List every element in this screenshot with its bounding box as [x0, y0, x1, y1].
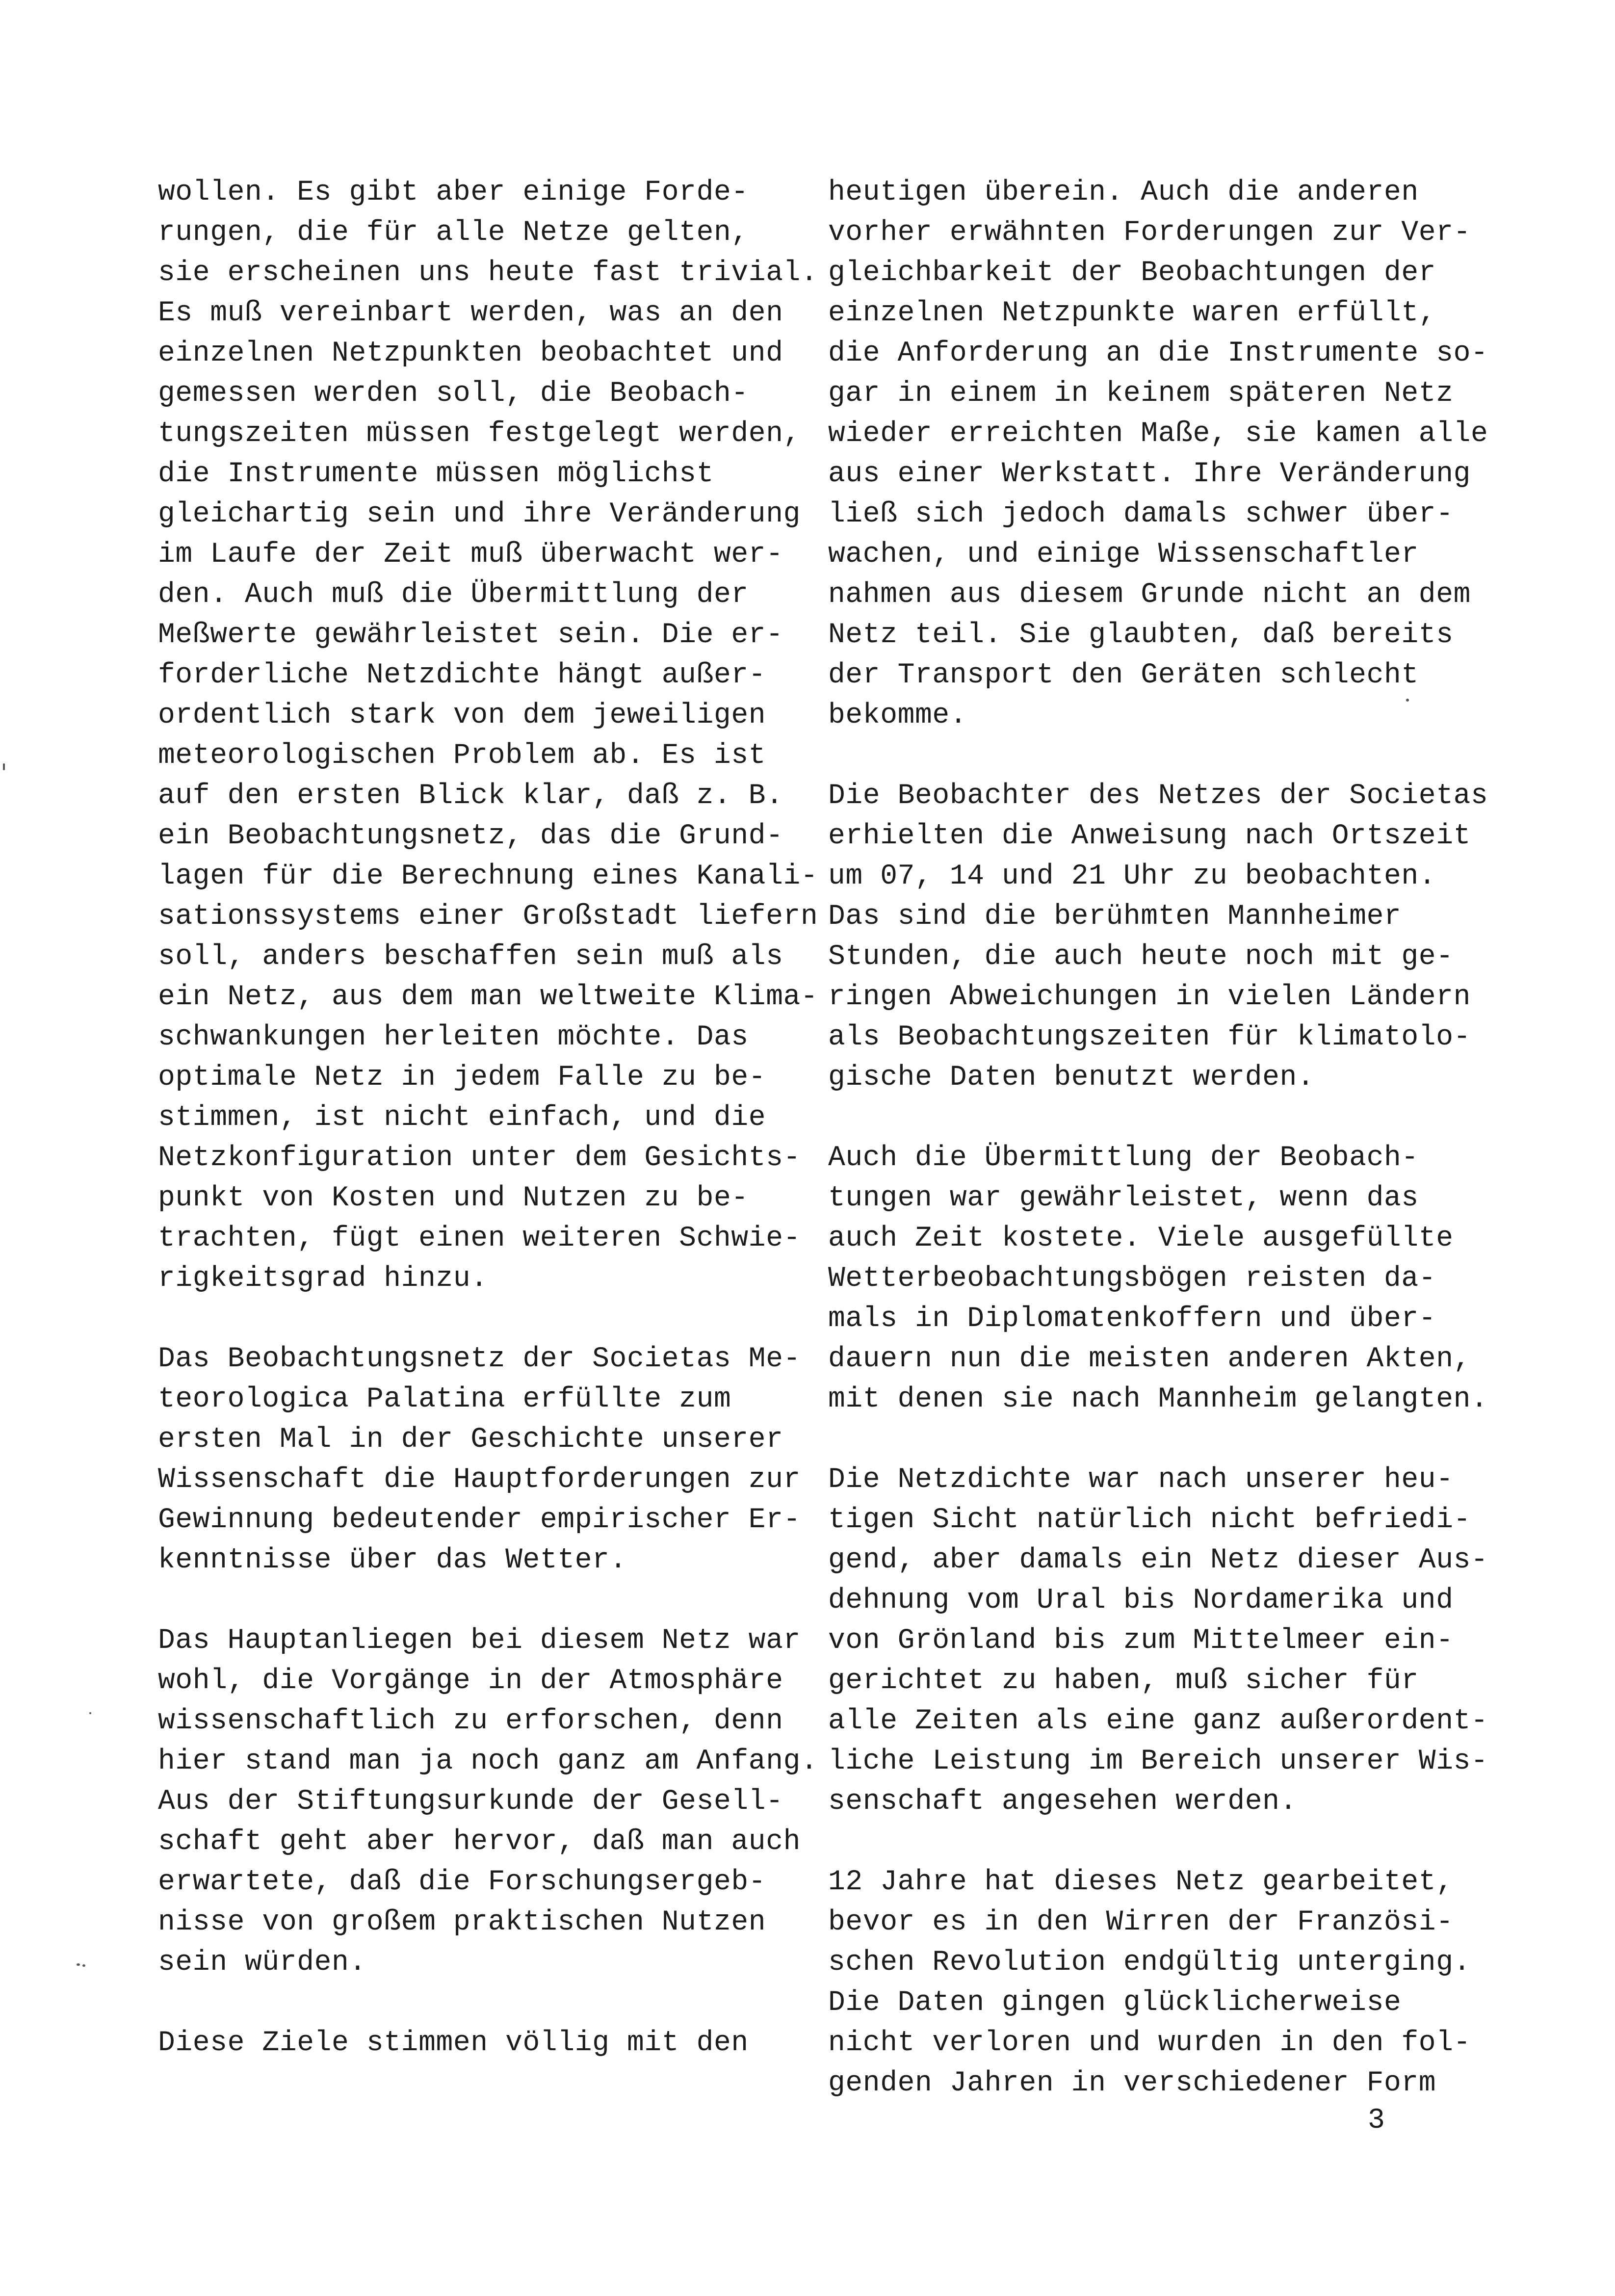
text-line: tigen Sicht natürlich nicht befriedi- — [828, 1504, 1471, 1536]
text-line: Netz teil. Sie glaubten, daß bereits — [828, 619, 1454, 651]
text-line: wieder erreichten Maße, sie kamen alle — [828, 418, 1488, 450]
text-line: Auch die Übermittlung der Beobach- — [828, 1142, 1419, 1174]
text-line: vorher erwähnten Forderungen zur Ver- — [828, 217, 1471, 249]
text-line: als Beobachtungszeiten für klimatolo- — [828, 1021, 1471, 1053]
text-line: nicht verloren und wurden in den fol- — [828, 2027, 1471, 2059]
text-line: der Transport den Geräten schlecht — [828, 659, 1419, 691]
text-line: die Instrumente müssen möglichst — [158, 458, 714, 490]
text-line: Stunden, die auch heute noch mit ge- — [828, 941, 1454, 973]
text-line: nisse von großem praktischen Nutzen — [158, 1906, 766, 1938]
text-line: rungen, die für alle Netze gelten, — [158, 217, 749, 249]
text-line: tungszeiten müssen festgelegt werden, — [158, 418, 801, 450]
paragraph — [158, 173, 818, 1299]
paragraph — [828, 776, 1488, 1098]
paragraph — [158, 2023, 796, 2063]
text-line: ordentlich stark von dem jeweiligen — [158, 700, 766, 731]
text-line: wohl, die Vorgänge in der Atmosphäre — [158, 1665, 783, 1697]
text-line: einzelnen Netzpunkten beobachtet und — [158, 338, 783, 369]
paragraph — [828, 173, 1488, 736]
paragraph — [158, 1339, 801, 1581]
text-line: gerichtet zu haben, muß sicher für — [828, 1665, 1419, 1697]
text-line: wollen. Es gibt aber einige Forde- — [158, 177, 749, 209]
text-line: sie erscheinen uns heute fast trivial. — [158, 257, 818, 289]
text-line: erwartete, daß die Forschungsergeb- — [158, 1866, 766, 1898]
text-line: optimale Netz in jedem Falle zu be- — [158, 1062, 766, 1094]
text-line: schwankungen herleiten möchte. Das — [158, 1021, 749, 1053]
paragraph — [828, 1138, 1488, 1420]
text-line: Die Netzdichte war nach unserer heu- — [828, 1464, 1454, 1496]
text-line: gische Daten benutzt werden. — [828, 1062, 1315, 1094]
text-line: gleichbarkeit der Beobachtungen der — [828, 257, 1436, 289]
text-line: Das sind die berühmten Mannheimer — [828, 901, 1402, 933]
text-line: forderliche Netzdichte hängt außer- — [158, 659, 766, 691]
text-line: um 07, 14 und 21 Uhr zu beobachten. — [828, 861, 1436, 892]
text-line: Wissenschaft die Hauptforderungen zur — [158, 1464, 801, 1496]
text-line: hier stand man ja noch ganz am Anfang. — [158, 1746, 818, 1777]
paragraph — [158, 1621, 818, 1983]
text-line: Netzkonfiguration unter dem Gesichts- — [158, 1142, 801, 1174]
paragraph — [828, 1862, 1476, 2104]
text-line: Die Beobachter des Netzes der Societas — [828, 780, 1488, 812]
text-line: den. Auch muß die Übermittlung der — [158, 579, 749, 611]
left-text-column — [158, 173, 818, 2104]
scan-speck — [82, 1964, 85, 1967]
text-line: trachten, fügt einen weiteren Schwie- — [158, 1223, 801, 1254]
text-line: Es muß vereinbart werden, was an den — [158, 297, 783, 329]
text-line: mit denen sie nach Mannheim gelangten. — [828, 1383, 1488, 1415]
text-line: alle Zeiten als eine ganz außerordent- — [828, 1705, 1488, 1737]
text-line: Diese Ziele stimmen völlig mit den — [158, 2027, 749, 2059]
text-line: nahmen aus diesem Grunde nicht an dem — [828, 579, 1471, 611]
text-line: Wetterbeobachtungsbögen reisten da- — [828, 1263, 1436, 1295]
text-line: sein würden. — [158, 1947, 366, 1979]
text-line: stimmen, ist nicht einfach, und die — [158, 1102, 766, 1134]
scan-speck — [89, 1712, 91, 1714]
text-line: wachen, und einige Wissenschaftler — [828, 539, 1419, 571]
text-line: genden Jahren in verschiedener Form — [828, 2067, 1436, 2099]
text-line: einzelnen Netzpunkte waren erfüllt, — [828, 297, 1436, 329]
text-line: die Anforderung an die Instrumente so- — [828, 338, 1488, 369]
text-line: auf den ersten Blick klar, daß z. B. — [158, 780, 783, 812]
text-line: gend, aber damals ein Netz dieser Aus- — [828, 1544, 1488, 1576]
text-line: dauern nun die meisten anderen Akten, — [828, 1343, 1471, 1375]
text-line: kenntnisse über das Wetter. — [158, 1544, 627, 1576]
text-line: bekomme. — [828, 700, 967, 731]
text-line: wissenschaftlich zu erforschen, denn — [158, 1705, 783, 1737]
text-line: 12 Jahre hat dieses Netz gearbeitet, — [828, 1866, 1454, 1898]
text-line: Aus der Stiftungsurkunde der Gesell- — [158, 1786, 783, 1818]
text-line: schaft geht aber hervor, daß man auch — [158, 1826, 801, 1858]
scan-speck — [3, 763, 5, 770]
right-text-column — [828, 173, 1488, 2144]
text-line: teorologica Palatina erfüllte zum — [158, 1383, 731, 1415]
text-line: Gewinnung bedeutender empirischer Er- — [158, 1504, 801, 1536]
text-line: schen Revolution endgültig unterging. — [828, 1947, 1471, 1979]
text-line: ein Netz, aus dem man weltweite Klima- — [158, 981, 818, 1013]
text-line: Das Beobachtungsnetz der Societas Me- — [158, 1343, 801, 1375]
page-number: 3 — [1368, 2105, 1385, 2137]
text-line: gemessen werden soll, die Beobach- — [158, 378, 749, 410]
text-line: soll, anders beschaffen sein muß als — [158, 941, 783, 973]
text-line: sationssystems einer Großstadt liefern — [158, 901, 818, 933]
paragraph — [828, 1460, 1488, 1822]
text-line: mals in Diplomatenkoffern und über- — [828, 1303, 1436, 1335]
text-line: punkt von Kosten und Nutzen zu be- — [158, 1182, 749, 1214]
text-line: auch Zeit kostete. Viele ausgefüllte — [828, 1223, 1454, 1254]
text-line: rigkeitsgrad hinzu. — [158, 1263, 488, 1295]
text-line: senschaft angesehen werden. — [828, 1786, 1297, 1818]
text-line: liche Leistung im Bereich unserer Wis- — [828, 1746, 1488, 1777]
text-line: dehnung vom Ural bis Nordamerika und — [828, 1585, 1454, 1617]
text-line: tungen war gewährleistet, wenn das — [828, 1182, 1419, 1214]
text-line: Das Hauptanliegen bei diesem Netz war — [158, 1625, 801, 1657]
text-line: gar in einem in keinem späteren Netz — [828, 378, 1454, 410]
text-line: ringen Abweichungen in vielen Ländern — [828, 981, 1471, 1013]
text-line: gleichartig sein und ihre Veränderung — [158, 498, 801, 530]
text-line: im Laufe der Zeit muß überwacht wer- — [158, 539, 783, 571]
text-line: heutigen überein. Auch die anderen — [828, 177, 1419, 209]
text-line: ersten Mal in der Geschichte unserer — [158, 1424, 783, 1456]
text-line: von Grönland bis zum Mittelmeer ein- — [828, 1625, 1454, 1657]
text-line: Die Daten gingen glücklicherweise — [828, 1987, 1402, 2019]
scan-speck — [1406, 699, 1409, 702]
text-line: ließ sich jedoch damals schwer über- — [828, 498, 1454, 530]
text-line: lagen für die Berechnung eines Kanali- — [158, 861, 818, 892]
text-line: meteorologischen Problem ab. Es ist — [158, 740, 766, 772]
text-line: bevor es in den Wirren der Französi- — [828, 1906, 1454, 1938]
text-line: erhielten die Anweisung nach Ortszeit — [828, 820, 1471, 852]
text-line: Meßwerte gewährleistet sein. Die er- — [158, 619, 783, 651]
text-line: aus einer Werkstatt. Ihre Veränderung — [828, 458, 1471, 490]
text-line: ein Beobachtungsnetz, das die Grund- — [158, 820, 783, 852]
scan-speck — [77, 1963, 80, 1966]
